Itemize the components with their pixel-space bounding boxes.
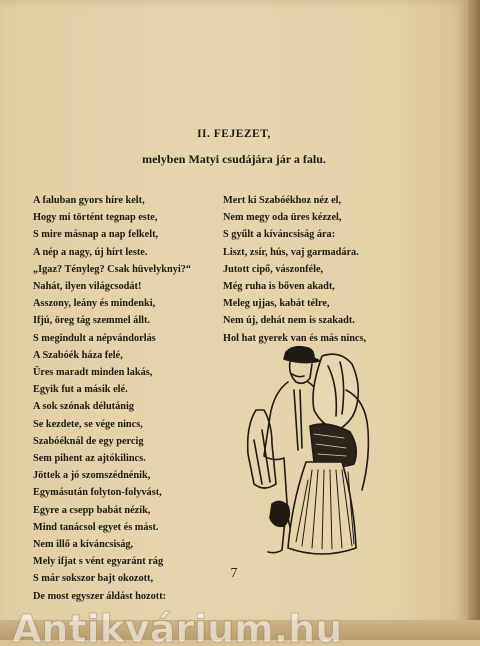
- watermark-text: Antikvárium.hu: [12, 607, 343, 646]
- poem-line: Nem illő a kíváncsiság,: [33, 539, 134, 551]
- poem-line: Nem megy oda üres kézzel,: [223, 212, 342, 224]
- poem-line: Asszony, leány és mindenki,: [33, 298, 156, 310]
- poem-line: Nem új, dehát nem is szakadt.: [223, 315, 355, 327]
- poem-line: Nahát, ilyen világcsodát!: [33, 281, 142, 293]
- poem-line: Üres maradt minden lakás,: [33, 367, 153, 379]
- poem-line: Sem pihent az ajtókilincs.: [33, 453, 146, 465]
- poem-line: Hol hat gyerek van és más nincs,: [223, 332, 367, 344]
- poem-line: Meleg ujjas, kabát télre,: [223, 298, 330, 310]
- illustration-two-figures: [228, 330, 388, 560]
- poem-left-column: [33, 192, 191, 605]
- poem-line: Hogy mi történt tegnap este,: [33, 212, 158, 224]
- poem-line: Mert ki Szabóékhoz néz el,: [223, 195, 342, 206]
- chapter-title: II. FEJEZET,: [197, 128, 271, 140]
- poem-line: Még ruha is bőven akadt,: [223, 281, 335, 293]
- poem-line: Jutott cipő, vászonféle,: [223, 263, 324, 275]
- poem-line: A nép a nagy, új hírt leste.: [33, 246, 148, 258]
- poem-line: Se kezdete, se vége nincs,: [33, 418, 143, 430]
- poem-line: Mind tanácsol egyet és mást.: [33, 521, 159, 533]
- poem-line: De most egyszer áldást hozott:: [33, 590, 167, 602]
- poem-line: Ifjú, öreg tág szemmel állt.: [33, 315, 151, 327]
- poem-line: A faluban gyors híre kelt,: [33, 195, 145, 206]
- poem-line: Egyre a csepp babát nézik,: [33, 504, 151, 516]
- poem-line: S mire másnap a nap felkelt,: [33, 229, 159, 241]
- poem-line: A sok szónak délutánig: [33, 401, 134, 413]
- book-spine-edge: [468, 0, 480, 640]
- chapter-subtitle: melyben Matyi csudájára jár a falu.: [142, 152, 326, 166]
- poem-line: Egymásután folyton-folyvást,: [33, 487, 162, 499]
- poem-line: „Igaz? Tényleg? Csak hüvelyknyi?“: [33, 263, 192, 275]
- poem-line: A Szabóék háza felé,: [33, 349, 123, 361]
- poem-line: S megindult a népvándorlás: [33, 332, 156, 344]
- poem-line: Egyik fut a másik elé.: [33, 384, 128, 396]
- page-number: 7: [230, 566, 238, 581]
- poem-line: Liszt, zsír, hús, vaj garmadára.: [223, 246, 359, 258]
- watermark-logo: [12, 606, 432, 646]
- poem-line: S már sokszor bajt okozott,: [33, 573, 154, 585]
- poem-line: Mely ifjat s vént egyaránt rág: [33, 556, 164, 568]
- poem-line: S gyűlt a kíváncsiság ára:: [223, 229, 336, 241]
- poem-right-column: [223, 192, 366, 347]
- poem-line: Jöttek a jó szomszédnénik,: [33, 470, 151, 482]
- poem-line: Szabóéknál de egy percig: [33, 435, 144, 447]
